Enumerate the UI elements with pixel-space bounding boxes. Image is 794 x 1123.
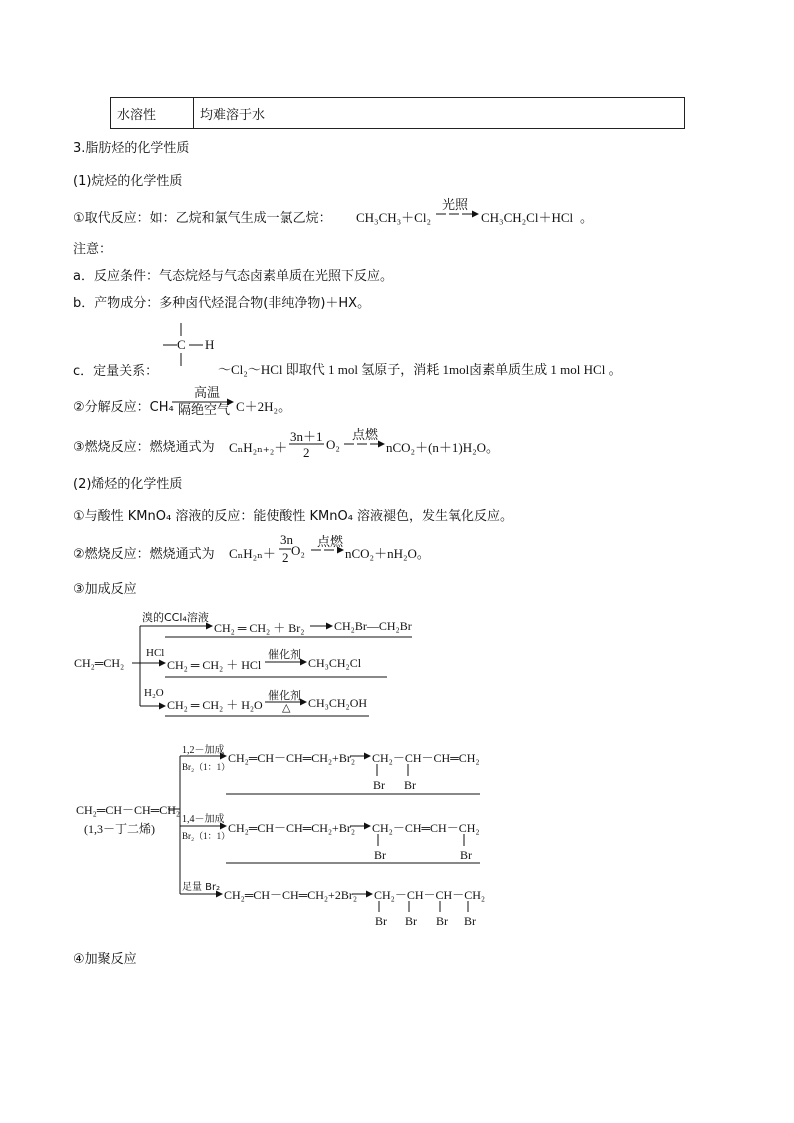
ethylene-branch2-eq: CH₂ ═ CH₂ ＋ HCl bbox=[167, 658, 262, 672]
substitution-prefix: ①取代反应：如：乙烷和氯气生成一氯乙烷： bbox=[73, 211, 332, 226]
butadiene-start: CH₂═CH－CH═CH₂ bbox=[76, 803, 181, 817]
alkene-combustion-prefix: ②燃烧反应：燃烧通式为 bbox=[73, 547, 215, 562]
alkene-kmno4: ①与酸性 KMnO₄ 溶液的反应：能使酸性 KMnO₄ 溶液褪色，发生氧化反应。 bbox=[73, 509, 514, 524]
butadiene-branch2-br2: Br bbox=[460, 848, 472, 862]
note-c-text: ～Cl₂～HCl 即取代 1 mol 氢原子，消耗 1mol卤素单质生成 1 mol HCl 。 bbox=[218, 362, 622, 377]
butadiene-branch2-product: CH₂－CH═CH－CH₂ bbox=[372, 821, 480, 835]
butadiene-branch2-br1: Br bbox=[374, 848, 386, 862]
alkene-combustion-condition: 点燃 bbox=[317, 535, 344, 550]
decomposition-products: C＋2H₂。 bbox=[236, 399, 292, 414]
ethylene-branch2-condition: 催化剂 bbox=[268, 648, 301, 661]
alkene-frac-num: 3n bbox=[280, 532, 293, 547]
table-cell-label: 水溶性 bbox=[111, 98, 194, 129]
alkane-heading: (1)烷烃的化学性质 bbox=[73, 174, 183, 189]
note-b: b．产物成分：多种卤代烃混合物(非纯净物)＋HX。 bbox=[73, 296, 371, 311]
ethylene-branch1-eq: CH₂ ═ CH₂ ＋ Br₂ bbox=[214, 621, 305, 635]
combustion-condition: 点燃 bbox=[352, 428, 379, 443]
polymer-heading: ④加聚反应 bbox=[73, 952, 137, 967]
addition-heading: ③加成反应 bbox=[73, 582, 137, 597]
note-a: a．反应条件：气态烷烃与气态卤素单质在光照下反应。 bbox=[73, 269, 393, 284]
decomposition-condition-top: 高温 bbox=[194, 386, 221, 401]
butadiene-branch1-br2: Br bbox=[404, 778, 416, 792]
ethylene-branch1-label: 溴的CCl₄溶液 bbox=[142, 611, 209, 624]
alkene-combustion-formula: CₙH₂ₙ＋ bbox=[229, 546, 276, 561]
alkene-heading: (2)烯烃的化学性质 bbox=[73, 477, 183, 492]
substitution-condition: 光照 bbox=[442, 198, 469, 213]
butadiene-branch2-eq: CH₂═CH－CH═CH₂+Br₂ bbox=[228, 821, 356, 835]
ethylene-branch3-eq: CH₂ ═ CH₂ ＋ H₂O bbox=[167, 698, 263, 712]
butadiene-branch3-br4: Br bbox=[464, 914, 476, 928]
ethylene-branch1-product: CH₂Br—CH₂Br bbox=[334, 619, 412, 633]
ethylene-branch2-product: CH₃CH₂Cl bbox=[308, 656, 362, 670]
decomposition-prefix: ②分解反应：CH₄ bbox=[73, 400, 174, 415]
ethylene-branch3-product: CH₃CH₂OH bbox=[308, 696, 368, 710]
butadiene-branch3-label: 足量 Br₂ bbox=[182, 882, 221, 893]
ethylene-start: CH₂═CH₂ bbox=[74, 656, 125, 670]
butadiene-branch1-label-top: 1,2－加成 bbox=[182, 745, 225, 756]
alkene-combustion-o2: O₂ bbox=[291, 543, 305, 558]
butadiene-branch2-label-top: 1,4－加成 bbox=[182, 814, 225, 825]
note-c-label: c．定量关系： bbox=[73, 364, 159, 379]
combustion-o2: O₂ bbox=[326, 437, 340, 452]
ethylene-branch3-condition-bottom: △ bbox=[282, 702, 291, 714]
ethylene-branch3-condition-top: 催化剂 bbox=[268, 689, 301, 702]
butadiene-branch1-br1: Br bbox=[373, 778, 385, 792]
combustion-formula: CₙH₂ₙ₊₂＋ bbox=[229, 440, 288, 455]
alkene-combustion-products: nCO₂＋nH₂O。 bbox=[345, 546, 430, 561]
combustion-frac-den: 2 bbox=[303, 445, 310, 460]
substitution-products: CH₃CH₂Cl＋HCl bbox=[481, 210, 574, 225]
ethylene-branch2-label: HCl bbox=[146, 647, 165, 659]
combustion-prefix: ③燃烧反应：燃烧通式为 bbox=[73, 440, 215, 455]
section-heading: 3.脂肪烃的化学性质 bbox=[73, 141, 190, 156]
decomposition-condition-bottom: 隔绝空气 bbox=[178, 403, 231, 418]
butadiene-branch3-br1: Br bbox=[375, 914, 387, 928]
note-heading: 注意： bbox=[73, 242, 113, 257]
butadiene-branch1-product: CH₂－CH－CH═CH₂ bbox=[372, 751, 480, 765]
fragment-carbon: C bbox=[177, 337, 186, 352]
alkene-frac-den: 2 bbox=[282, 550, 289, 565]
butadiene-branch3-eq: CH₂═CH－CH═CH₂+2Br₂ bbox=[224, 888, 358, 902]
butadiene-branch3-br2: Br bbox=[405, 914, 417, 928]
butadiene-branch1-eq: CH₂═CH－CH═CH₂+Br₂ bbox=[228, 751, 356, 765]
butadiene-branch1-label-bottom: Br₂（1：1） bbox=[182, 762, 231, 772]
butadiene-branch3-br3: Br bbox=[436, 914, 448, 928]
butadiene-branch2-label-bottom: Br₂（1：1） bbox=[182, 831, 231, 841]
fragment-hydrogen: H bbox=[205, 337, 215, 352]
butadiene-branch3-product: CH₂－CH－CH－CH₂ bbox=[374, 888, 486, 902]
table-cell-value: 均难溶于水 bbox=[194, 98, 685, 129]
substitution-end: 。 bbox=[580, 211, 594, 226]
ethylene-branch3-label: H₂O bbox=[144, 687, 164, 699]
combustion-frac-num: 3n＋1 bbox=[290, 429, 323, 444]
butadiene-name: (1,3－丁二烯) bbox=[84, 822, 155, 836]
substitution-reactants: CH₃CH₃＋Cl₂ bbox=[356, 210, 431, 225]
combustion-products: nCO₂＋(n＋1)H₂O。 bbox=[386, 440, 500, 455]
